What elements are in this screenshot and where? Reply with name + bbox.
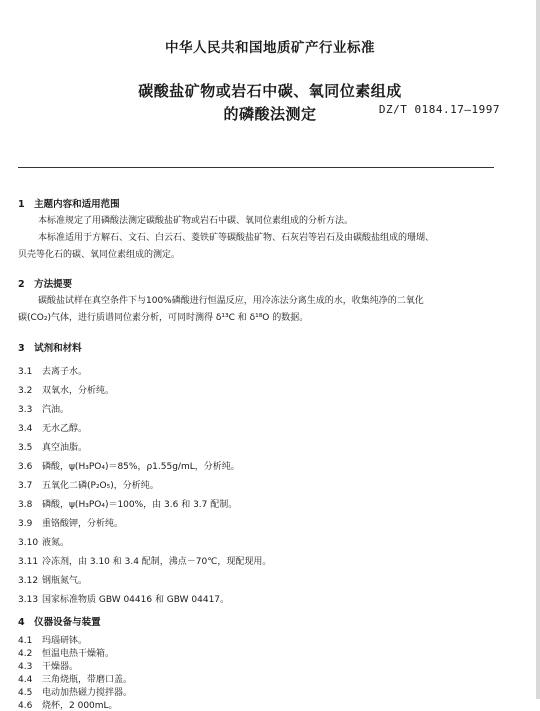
list-item [18, 364, 87, 377]
list-item [18, 633, 87, 646]
item-text: 三角烧瓶，带磨口盖。 [42, 675, 133, 685]
item-number: 4.6 [18, 701, 33, 711]
section-3-heading: 3 试剂和材料 [18, 343, 82, 354]
section-1-paragraph-2-line-1: 本标准适用于方解石、文石、白云石、菱铁矿等碳酸盐矿物、石灰岩等岩石及由碳酸盐组成的珊瑚、 [38, 233, 435, 243]
item-number: 3.1 [18, 367, 33, 377]
item-number: 3.8 [18, 500, 33, 510]
list-item [18, 573, 87, 586]
item-text: 无水乙醇。 [42, 424, 88, 434]
item-text: 电动加热磁力搅拌器。 [42, 688, 133, 698]
document-title-line-2: 的磷酸法测定 [223, 105, 317, 123]
list-item [18, 459, 240, 472]
list-item [18, 554, 271, 567]
item-number: 4.1 [18, 636, 33, 646]
item-number: 3.4 [18, 424, 33, 434]
list-item [18, 646, 114, 659]
item-number: 3.12 [18, 576, 39, 586]
item-text: 钢瓶氮气。 [42, 576, 88, 586]
list-item [18, 402, 69, 415]
list-item [18, 478, 159, 491]
item-text: 真空油脂。 [42, 443, 88, 453]
item-text: 液氮。 [42, 538, 70, 548]
item-number: 4.4 [18, 675, 33, 685]
item-text: 玛瑙研钵。 [42, 636, 88, 646]
section-1-paragraph-1-text: 本标准规定了用磷酸法测定碳酸盐矿物或岩石中碳、氧同位素组成的分析方法。 [38, 216, 354, 226]
item-text: 国家标准物质 GBW 04416 和 GBW 04417。 [42, 595, 230, 605]
item-text: 干燥器。 [42, 662, 79, 672]
item-number: 3.2 [18, 386, 33, 396]
list-item [18, 698, 118, 711]
section-1-paragraph-2-line-2: 贝壳等化石的碳、氧同位素组成的测定。 [18, 250, 181, 260]
item-text: 五氧化二磷(P₂O₅)，分析纯。 [42, 481, 159, 491]
list-item [18, 685, 132, 698]
item-text: 恒温电热干燥箱。 [42, 649, 115, 659]
item-text: 烧杯，2 000mL。 [42, 701, 118, 711]
item-number: 3.7 [18, 481, 33, 491]
section-2-line-1: 碳酸盐试样在真空条件下与100%磷酸进行恒温反应，用冷冻法分离生成的水，收集纯净的二氧化 [38, 296, 424, 306]
item-text: 双氧水，分析纯。 [42, 386, 115, 396]
standard-code: DZ/T 0184.17—1997 [378, 103, 500, 116]
list-item [18, 592, 229, 605]
header-divider [18, 167, 494, 168]
item-number: 3.6 [18, 462, 33, 472]
item-text: 磷酸，ψ(H₃PO₄)＝100%，由 3.6 和 3.7 配制。 [42, 500, 238, 510]
issuing-organization: 中华人民共和国地质矿产行业标准 [165, 40, 375, 56]
section-1-paragraph-1 [18, 213, 496, 230]
list-item [18, 421, 87, 434]
item-number: 3.10 [18, 538, 39, 548]
item-number: 4.2 [18, 649, 33, 659]
item-number: 4.5 [18, 688, 33, 698]
list-item [18, 659, 78, 672]
item-text: 去离子水。 [42, 367, 88, 377]
item-text: 磷酸，ψ(H₃PO₄)＝85%，ρ1.55g/mL，分析纯。 [42, 462, 240, 472]
item-text: 冷冻剂，由 3.10 和 3.4 配制，沸点－70℃，现配现用。 [42, 557, 272, 567]
document-title-line-1: 碳酸盐矿物或岩石中碳、氧同位素组成 [138, 82, 402, 100]
item-number: 3.5 [18, 443, 33, 453]
list-item [18, 516, 123, 529]
section-2-paragraph [18, 293, 496, 327]
list-item [18, 535, 69, 548]
item-number: 4.3 [18, 662, 33, 672]
section-1-heading: 1 主题内容和适用范围 [18, 199, 120, 210]
item-text: 重铬酸钾，分析纯。 [42, 519, 124, 529]
item-number: 3.13 [18, 595, 39, 605]
item-number: 3.11 [18, 557, 39, 567]
item-number: 3.9 [18, 519, 33, 529]
section-4-heading: 4 仪器设备与装置 [18, 617, 101, 628]
list-item [18, 440, 87, 453]
list-item [18, 497, 237, 510]
section-1-paragraph-2 [18, 230, 496, 264]
item-text: 汽油。 [42, 405, 70, 415]
section-2-heading: 2 方法提要 [18, 279, 73, 290]
list-item [18, 383, 114, 396]
section-2-line-2: 碳(CO₂)气体，进行质谱同位素分析，可同时测得 δ¹³C 和 δ¹⁸O 的数据。 [18, 313, 309, 323]
list-item [18, 672, 132, 685]
item-number: 3.3 [18, 405, 33, 415]
